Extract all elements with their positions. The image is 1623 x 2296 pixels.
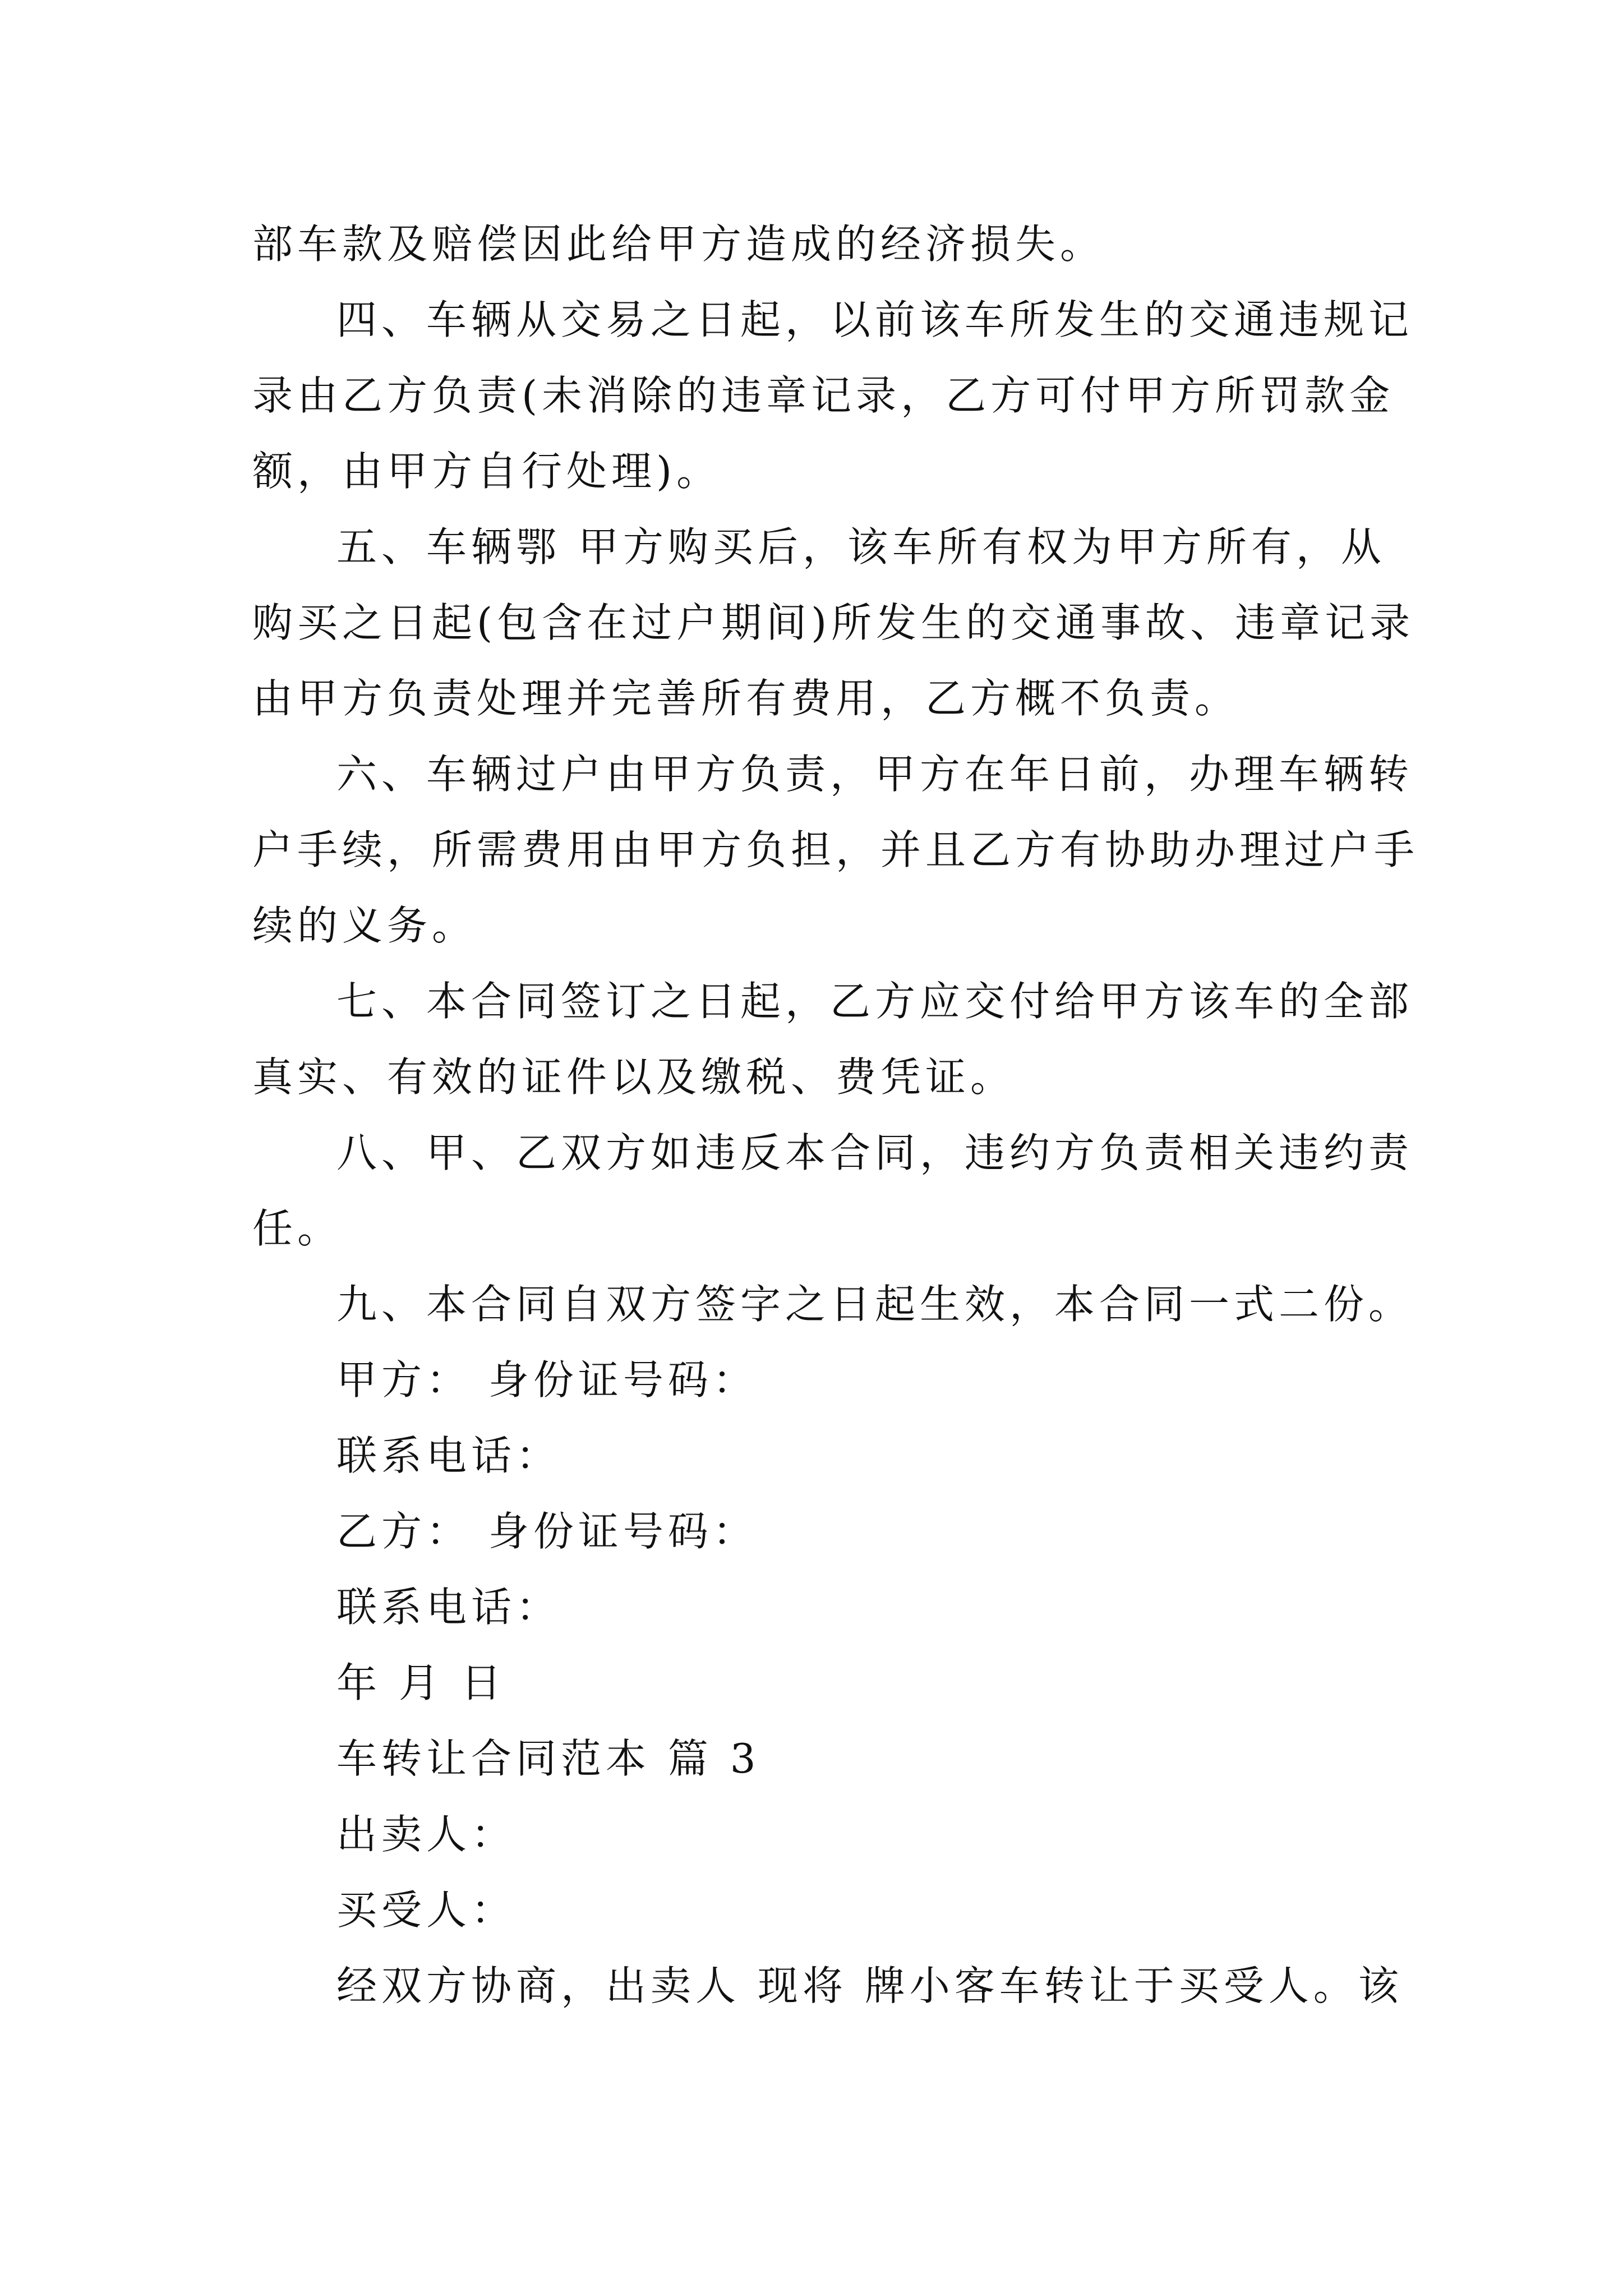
text-line: 录由乙方负责(未消除的违章记录，乙方可付甲方所罚款金 <box>252 372 1395 419</box>
text-line: 买受人： <box>336 1887 517 1934</box>
text-line: 六、车辆过户由甲方负责，甲方在年日前，办理车辆转 <box>336 751 1414 798</box>
text-line: 八、甲、乙双方如违反本合同，违约方负责相关违约责 <box>336 1129 1414 1176</box>
text-line: 七、本合同签订之日起，乙方应交付给甲方该车的全部 <box>336 978 1414 1025</box>
text-line: 联系电话： <box>336 1584 561 1631</box>
text-line: 甲方： 身份证号码： <box>336 1356 758 1404</box>
text-line: 出卖人： <box>336 1811 517 1858</box>
text-line: 乙方： 身份证号码： <box>336 1508 758 1555</box>
text-line: 真实、有效的证件以及缴税、费凭证。 <box>252 1053 1016 1101</box>
text-line: 任。 <box>252 1205 343 1252</box>
text-line: 额，由甲方自行处理)。 <box>252 448 722 495</box>
text-line: 九、本合同自双方签字之日起生效，本合同一式二份。 <box>336 1281 1414 1328</box>
text-line: 续的义务。 <box>252 902 477 949</box>
text-line: 部车款及赔偿因此给甲方造成的经济损失。 <box>252 220 1105 268</box>
text-line: 户手续，所需费用由甲方负担，并且乙方有协助办理过户手 <box>252 826 1419 873</box>
text-line: 四、车辆从交易之日起，以前该车所发生的交通违规记 <box>336 296 1414 343</box>
text-line: 经双方协商，出卖人 现将 牌小客车转让于买受人。该 <box>336 1962 1403 2009</box>
text-line: 年 月 日 <box>336 1659 506 1706</box>
text-line: 五、车辆鄂 甲方购买后，该车所有权为甲方所有，从 <box>336 523 1386 570</box>
text-line: 车转让合同范本 篇 3 <box>336 1735 760 1782</box>
text-line: 购买之日起(包含在过户期间)所发生的交通事故、违章记录 <box>252 599 1415 646</box>
text-line: 由甲方负责处理并完善所有费用，乙方概不负责。 <box>252 675 1240 722</box>
text-line: 联系电话： <box>336 1432 561 1479</box>
